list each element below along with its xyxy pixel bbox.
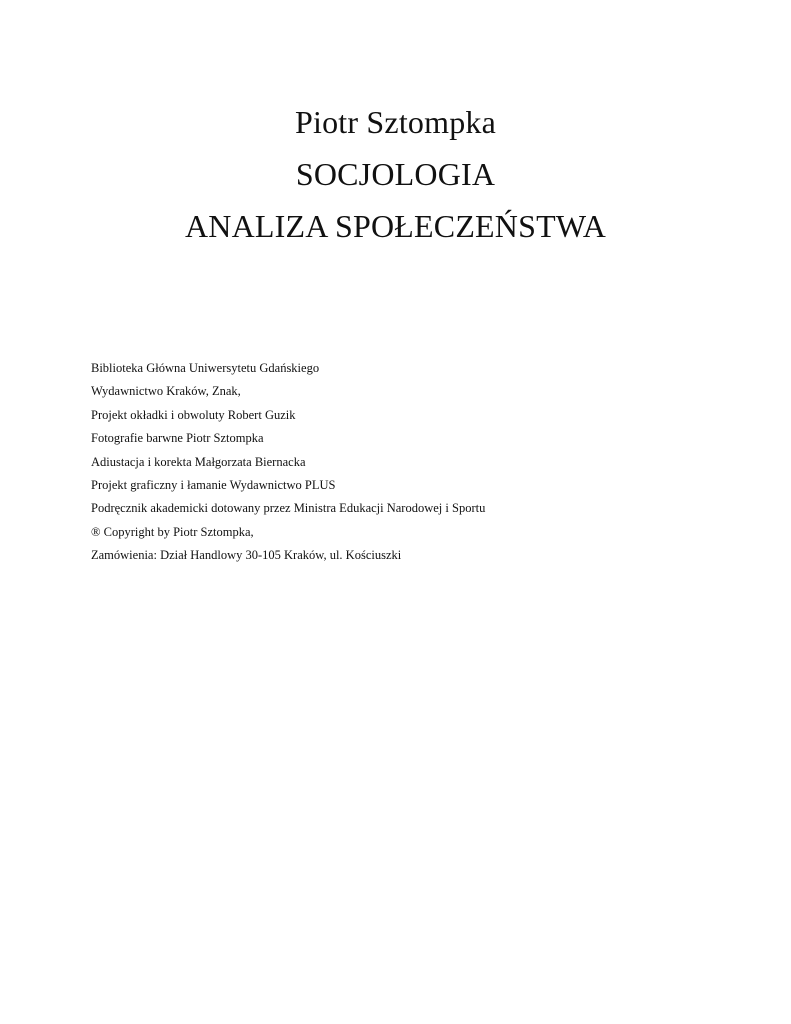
- book-title: SOCJOLOGIA: [295, 156, 496, 192]
- imprint-line-photographs: Fotografie barwne Piotr Sztompka: [91, 431, 264, 446]
- title-block: [0, 96, 791, 252]
- imprint-line-library: Biblioteka Główna Uniwersytetu Gdańskiego: [91, 361, 320, 375]
- author-name: Piotr Sztompka: [294, 104, 497, 140]
- imprint-line-orders: Zamówienia: Dział Handlowy 30-105 Kraków, ul. Kościuszki: [91, 548, 402, 563]
- imprint-line-cover-design: Projekt okładki i obwoluty Robert Guzik: [91, 407, 296, 422]
- imprint-line-editing: Adiustacja i korekta Małgorzata Biernacka: [91, 454, 306, 469]
- imprint-line-layout: Projekt graficzny i łamanie Wydawnictwo PLUS: [91, 478, 336, 493]
- imprint-line-funding: Podręcznik akademicki dotowany przez Ministra Edukacji Narodowej i Sportu: [91, 501, 486, 516]
- imprint-block: [91, 357, 711, 568]
- imprint-line-copyright: ® Copyright by Piotr Sztompka,: [91, 524, 254, 539]
- imprint-line-publisher: Wydawnictwo Kraków, Znak,: [91, 384, 241, 399]
- book-subtitle: ANALIZA SPOŁECZEŃSTWA: [184, 208, 607, 244]
